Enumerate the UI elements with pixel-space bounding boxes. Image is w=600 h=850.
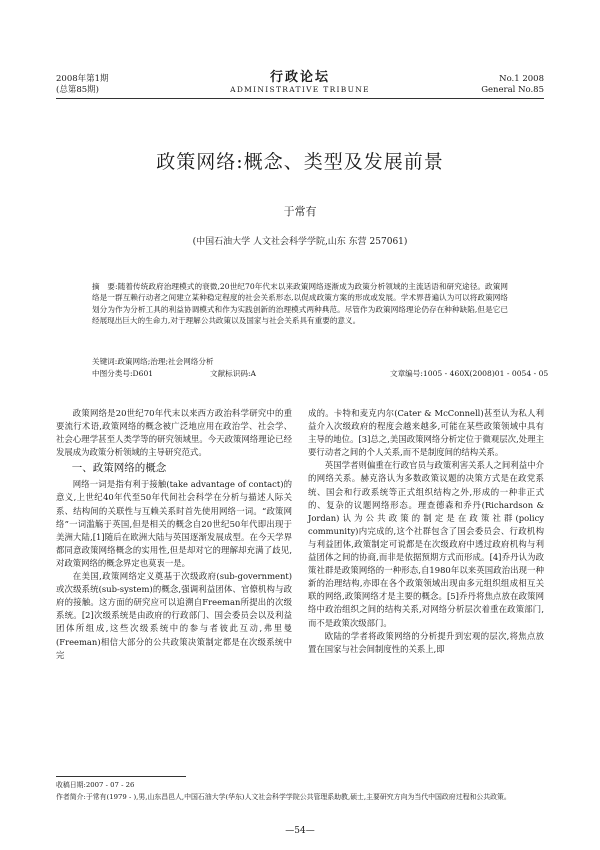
keywords: 关键词:政策网络;治理;社会网络分析 bbox=[92, 357, 214, 366]
paper-title: 政策网络:概念、类型及发展前景 bbox=[156, 151, 444, 173]
paper-author: 于常有 bbox=[283, 205, 317, 218]
footnote-received: 收稿日期:2007 - 07 - 26 bbox=[56, 781, 135, 789]
footnote-author-bio: 作者简介:于常有(1979 - ),男,山东昌邑人,中国石油大学(华东)人文社会科学学院公共管理系助教,硕士,主要研究方向为当代中国政府过程和公共政策。 bbox=[56, 793, 511, 801]
header-number bbox=[481, 74, 544, 96]
body-paragraph: 成的。卡特和麦克内尔(Cater & McConnell)甚至认为私人利益介入次级政府的程度会越来越多,可能在某些政策领域中具有主导的地位。[3]总之,美国政策网络分析定位于微观层次,处理主要行动者之间的个人关系,而不是制度间的结构关系。 bbox=[308, 408, 544, 458]
body-paragraph: 英国学者则偏重在行政官员与政策利害关系人之间利益中介的网络关系。赫克洛认为多数政策议题的决策方式是在政党系统、国会和行政系统等正式组织结构之外,形成的一种非正式的、复杂的议题网络形态。理查德森和乔丹(Richardson & Jordan)认为公共政策的制定是在政策社群(policy community)内完成的,这个社群包含了国会委员会、行政机构与利益团体,政策制定可说都是在次级政府中透过政府机构与利益团体之间的协商,而非是依据预期方式而形成。[4]乔丹认为政策社群是政策网络的一种形态,自1980年以来英国政治出现一种新的治理结构,亦即在各个政策领域出现由多元组织组成相互关联的网络,政策网络才是主要的概念。[5]乔丹将焦点放在政策网络中政治组织之间的结构关系,对网络分析层次着重在政策部门,而不是政策次级部门。 bbox=[308, 460, 544, 628]
body-left-column bbox=[56, 407, 292, 662]
journal-name-cn: 行政论坛 bbox=[269, 70, 330, 85]
header-rule bbox=[56, 98, 544, 99]
footnote-rule bbox=[56, 776, 186, 777]
document-code: 文献标识码:A bbox=[210, 369, 257, 378]
header-issue-line2: (总第85期) bbox=[56, 85, 99, 95]
paper-affiliation: (中国石油大学 人文社会科学学院,山东 东营 257061) bbox=[192, 237, 408, 247]
journal-name-en: ADMINISTRATIVE TRIBUNE bbox=[230, 85, 370, 94]
header-number-line1: No.1 2008 bbox=[499, 74, 544, 84]
abstract bbox=[92, 281, 508, 327]
header-number-line2: General No.85 bbox=[481, 85, 544, 95]
page-number: —54— bbox=[285, 826, 315, 836]
article-number: 文章编号:1005 - 460X(2008)01 - 0054 - 05 bbox=[390, 369, 549, 378]
section-heading: 一、政策网络的概念 bbox=[71, 462, 167, 475]
body-right-column bbox=[308, 407, 544, 656]
header-issue-line1: 2008年第1期 bbox=[56, 74, 109, 84]
abstract-text: 摘 要:随着传统政府治理模式的衰微,20世纪70年代末以来政策网络逐渐成为政策分析领域的主流话语和研究途径。政策网络是一群互赖行动者之间建立某种稳定程度的社会关系形态,以促成政策方案的形成或发展。学术界普遍认为可以将政策网络划分为作为分析工具的利益协调模式和作为实践创新的治理模式两种典范。尽管作为政策网络理论仍存在种种缺陷,但是它已经展现出巨大的生命力,对于理解公共政策以及国家与社会关系具有重要的意义。 bbox=[92, 282, 508, 326]
clc-number: 中图分类号:D601 bbox=[92, 369, 154, 378]
body-paragraph: 在美国,政策网络定义奠基于次级政府(sub-government)或次级系统(sub-system)的概念,强调利益团体、官僚机构与政府的接触。这方面的研究应可以追溯自Freeman所提出的次级系统。[2]次级系统是由政府的行政部门、国会委员会以及利益团体所组成,这些次级系统中的参与者彼此互动,弗里曼(Freeman)相信大部分的公共政策决策制定都是在次级系统中完 bbox=[56, 571, 292, 660]
body-paragraph: 欧陆的学者将政策网络的分析提升到宏观的层次,将焦点放置在国家与社会间制度性的关系上,即 bbox=[308, 630, 544, 654]
body-paragraph: 网络一词是指有利于接触(take advantage of contact)的意义,上世纪40年代至50年代间社会科学在分析与描述人际关系、结构间的关联性与互赖关系时首先使用网络一词。“政策网络”一词滥觞于英国,但是相关的概念自20世纪50年代即出现于美洲大陆,[1]随后在欧洲大陆与英国逐渐发展成型。在今天学界都同意政策网络概念的实用性,但是却对它的理解却充满了歧见,对政策网络的概念界定也莫衷一是。 bbox=[56, 479, 292, 568]
body-paragraph: 政策网络是20世纪70年代末以来西方政治科学研究中的重要流行术语,政策网络的概念被广泛地应用在政治学、社会学、社会心理学甚至人类学等的研究领域里。今天政策网络理论已经发展成为政策分析领域的主导研究范式。 bbox=[56, 408, 292, 458]
